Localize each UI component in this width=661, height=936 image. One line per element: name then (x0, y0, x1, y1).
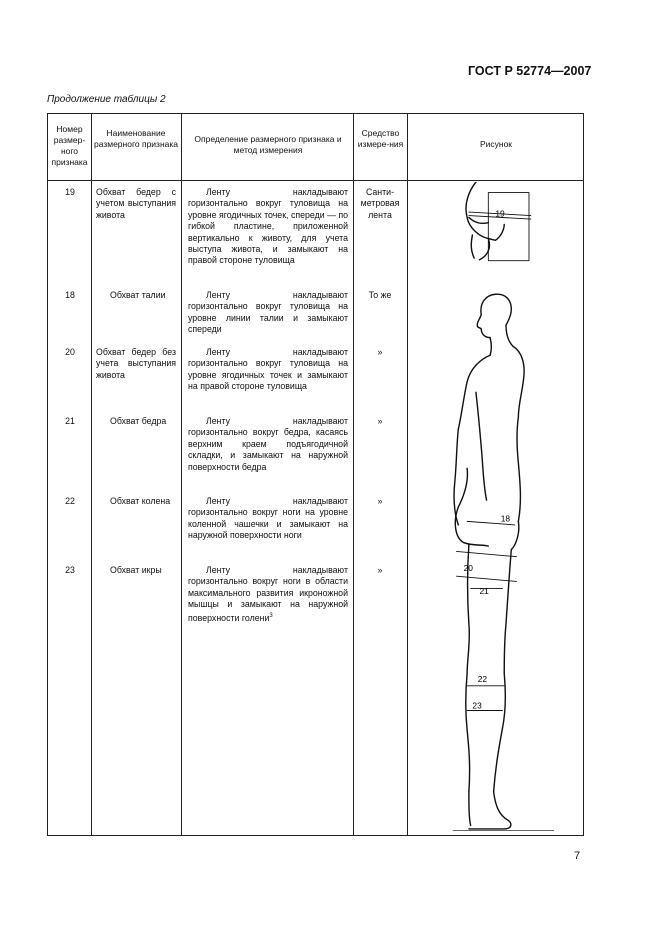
figure-label-21: 21 (479, 585, 489, 596)
row-tool: » (377, 416, 383, 426)
page-number: 7 (574, 850, 581, 862)
row-tool: Санти-метровая лента (360, 187, 400, 220)
row-definition: Ленту накладывают горизонтально вокруг туловища на уровне линии талии и замыкают спереди (188, 290, 348, 335)
row-number: 18 (65, 290, 75, 300)
row-number: 20 (65, 347, 75, 357)
row-name: Обхват бедра (110, 416, 167, 426)
row-definition: Ленту накладывают горизонтально вокруг ноги на уровне коленной чашечки и замыкают на наружной поверхности ноги (188, 496, 348, 541)
body-measurement-figure (428, 182, 584, 836)
row-name: Обхват бедер без учета выступания живота (96, 347, 176, 380)
row-number: 21 (65, 416, 75, 426)
hip-detail-sketch (466, 182, 531, 261)
row-number: 23 (65, 565, 75, 575)
figure-label-18: 18 (500, 513, 511, 524)
row-definition: Ленту накладывают горизонтально вокруг ноги в области максимального развития икроножной мышцы и замыкают на наружной поверхности голени$^3$ (188, 565, 348, 623)
row-name: Обхват икры (110, 565, 162, 575)
row-tool: » (377, 496, 383, 506)
row-name: Обхват колена (110, 496, 171, 506)
figure-label-22: 22 (477, 674, 488, 685)
col-header-number: Номер размер-ного признака (51, 124, 88, 167)
figure-label-19: 19 (495, 208, 505, 219)
row-tool: » (377, 347, 383, 357)
row-tool: То же (368, 290, 392, 300)
col-header-figure: Рисунок (479, 139, 513, 149)
table-continuation-caption: Продолжение таблицы 2 (47, 94, 166, 105)
measurement-table (47, 113, 584, 836)
document-header: ГОСТ Р 52774—2007 (468, 64, 592, 78)
row-name: Обхват бедер с учетом выступания живота (96, 187, 176, 220)
footnote-mark: 3 (269, 612, 273, 619)
figure-label-20: 20 (463, 562, 473, 573)
col-header-tool: Средство измере-ния (357, 128, 404, 149)
row-name: Обхват талии (110, 290, 166, 300)
col-header-name: Наименование размерного признака (93, 128, 178, 149)
figure-label-23: 23 (472, 700, 482, 711)
row-definition: Ленту накладывают горизонтально вокруг туловища на уровне ягодичных точек и замыкают на правой стороне туловища (188, 347, 348, 392)
row-definition: Ленту накладывают горизонтально вокруг туловища на уровне ягодичных точек, спереди — по гибкой пластине, приложенной вертикально к животу, для учета выступа живота, и замыкают на правой стороне туловища (188, 187, 348, 266)
row-number: 19 (65, 187, 75, 197)
col-header-definition: Определение размерного признака и метод измерения (194, 134, 342, 155)
row-tool: » (377, 565, 383, 575)
row-definition: Ленту накладывают горизонтально вокруг бедра, касаясь верхним краем подъягодичной складки, и замыкают на наружной поверхности бедра (188, 416, 348, 472)
row-number: 22 (65, 496, 75, 506)
